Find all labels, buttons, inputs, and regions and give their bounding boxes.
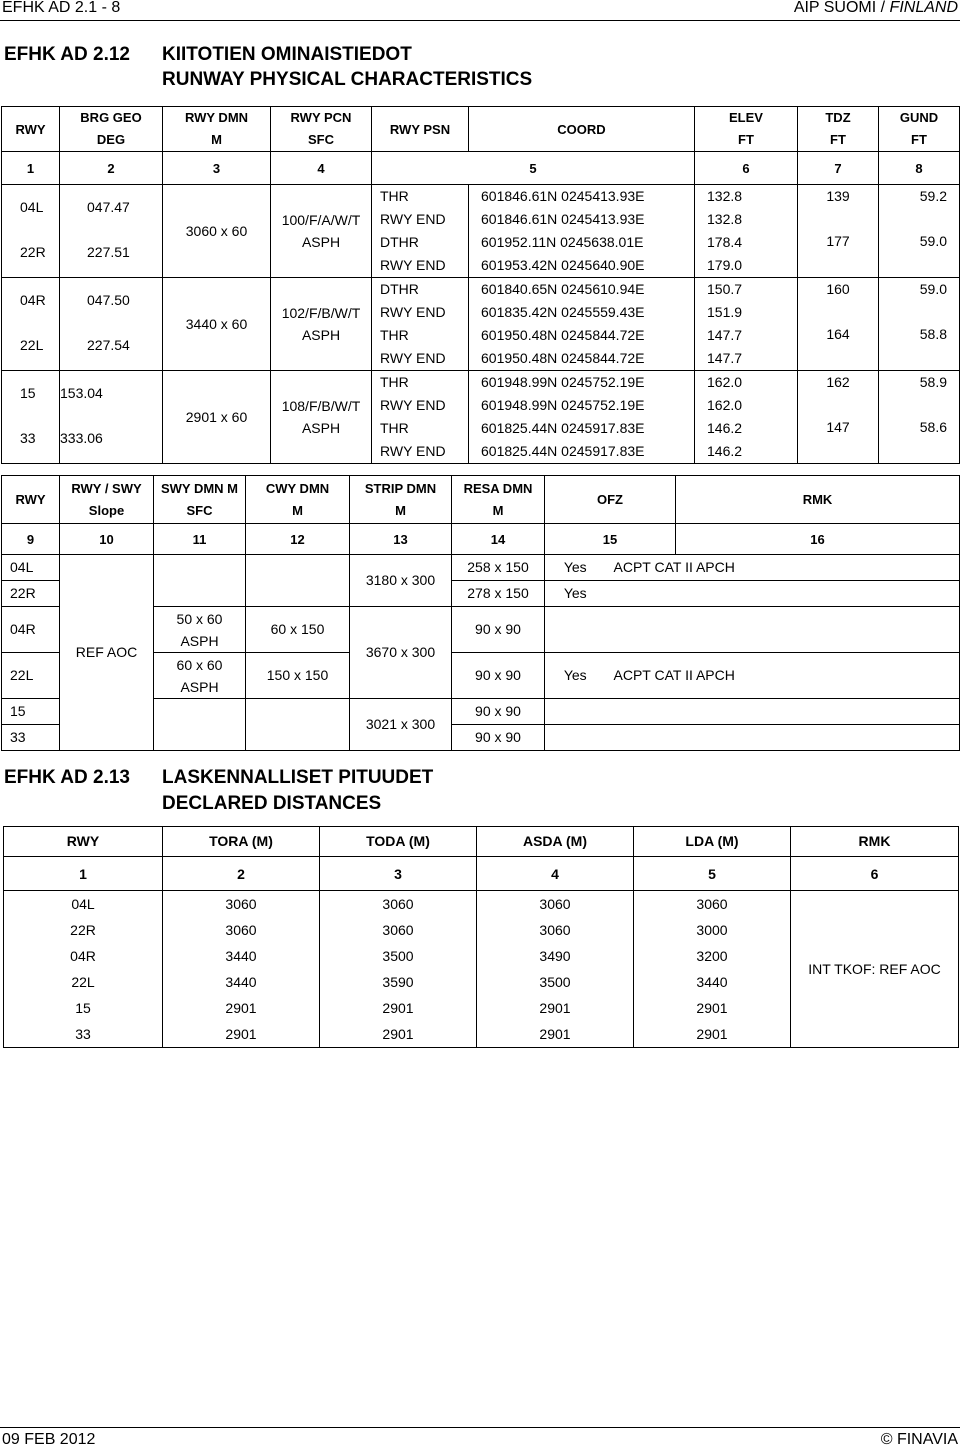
coord-value: 601950.48N 0245844.72E (481, 327, 645, 343)
rwy-designator: 04R (70, 948, 96, 964)
ofz-value: Yes (545, 581, 606, 607)
resa-value: 90 x 90 (452, 607, 545, 653)
swy-dimension: 50 x 60 (176, 610, 223, 627)
toda-value: 2901 (382, 1000, 414, 1016)
col-number: 3 (163, 152, 271, 185)
lda-value: 2901 (696, 1026, 728, 1042)
elev-value: 132.8 (707, 188, 743, 204)
coord-value: 601825.44N 0245917.83E (481, 443, 645, 459)
pcn-value: 102/F/B/W/T (281, 305, 361, 321)
rwy-designator: 22R (20, 244, 46, 260)
rmk-value (606, 699, 960, 725)
rwy-designator: 04L (20, 199, 44, 215)
col-head-asda: ASDA (M) (477, 827, 634, 857)
col-head-dmn-l2: M (211, 132, 222, 147)
tdz-list (798, 185, 878, 275)
lda-value: 3200 (696, 948, 728, 964)
rwy-designator: 04L (71, 896, 95, 912)
toda-col (320, 891, 477, 1048)
tora-col (163, 891, 320, 1048)
col-head-rmk: RMK (791, 827, 959, 857)
tora-value: 2901 (225, 1000, 257, 1016)
page-ref: EFHK AD 2.1 - 8 (2, 0, 121, 16)
elev-value: 146.2 (707, 443, 743, 459)
bearing: 153.04 (60, 385, 103, 401)
lda-value: 2901 (696, 1000, 728, 1016)
swy-value (154, 699, 246, 751)
col-number: 1 (2, 152, 60, 185)
col-head-gund-l1: GUND (899, 110, 939, 125)
asda-value: 2901 (539, 1026, 571, 1042)
runway-group-row (2, 371, 960, 464)
pcn-surface: ASPH (301, 234, 341, 250)
rmk-value: ACPT CAT II APCH (606, 653, 960, 699)
rwy-pcn (271, 371, 372, 464)
cwy-value: 60 x 150 (246, 607, 350, 653)
lda-value: 3000 (696, 922, 728, 938)
col-head-swy-l1: SWY DMN M (160, 480, 239, 496)
col-number: 1 (4, 857, 163, 891)
col-head-strip-l1: STRIP DMN (364, 480, 437, 496)
bearing: 227.54 (87, 337, 130, 353)
tora-value: 3440 (225, 948, 257, 964)
col-number: 8 (879, 152, 960, 185)
rwy-dimension: 3440 x 60 (163, 278, 271, 371)
psn-label: RWY END (380, 257, 446, 273)
rwy-col (4, 891, 163, 1048)
runway-group-row (2, 185, 960, 278)
rwy-designator: 22R (70, 922, 96, 938)
rwy-pcn (271, 278, 372, 371)
section-213-title-en: DECLARED DISTANCES (162, 793, 382, 814)
strip-value: 3180 x 300 (350, 555, 452, 607)
rwy-designator: 22L (20, 337, 44, 353)
coord-value: 601948.99N 0245752.19E (481, 397, 645, 413)
col-head-resa-l1: RESA DMN (463, 480, 533, 496)
col-number: 10 (60, 524, 154, 555)
col-head-tdz-l1: TDZ (825, 110, 851, 125)
rwy-designator: 22R (2, 581, 60, 607)
tora-value: 3060 (225, 896, 257, 912)
rwy-designator: 33 (2, 725, 60, 751)
gund-value: 59.0 (919, 281, 947, 297)
asda-value: 2901 (539, 1000, 571, 1016)
col-head-rwy: RWY (2, 476, 60, 524)
bearing: 047.50 (87, 292, 130, 308)
col-head-strip (350, 476, 452, 524)
rwy-list (20, 185, 59, 275)
col-number: 9 (2, 524, 60, 555)
tdz-value: 162 (826, 374, 850, 390)
psn-label: RWY END (380, 350, 446, 366)
runway-group-row (2, 278, 960, 371)
publication-title (794, 0, 958, 17)
table-row (2, 555, 960, 581)
strip-value: 3670 x 300 (350, 607, 452, 699)
col-number: 15 (545, 524, 676, 555)
col-head-cwy-l2: M (292, 502, 303, 518)
asda-value: 3500 (539, 974, 571, 990)
col-number: 5 (634, 857, 791, 891)
rmk-value: ACPT CAT II APCH (606, 555, 960, 581)
col-number: 6 (695, 152, 798, 185)
col-number: 4 (271, 152, 372, 185)
elev-value: 147.7 (707, 327, 743, 343)
rwy-pcn (271, 185, 372, 278)
resa-value: 278 x 150 (452, 581, 545, 607)
rwy-designator: 22L (71, 974, 95, 990)
coord-value: 601825.44N 0245917.83E (481, 420, 645, 436)
rmk-value (606, 607, 960, 653)
psn-label: THR (380, 327, 409, 343)
gund-value: 58.8 (919, 326, 947, 342)
rwy-designator: 15 (20, 385, 36, 401)
section-212-number: EFHK AD 2.12 (4, 44, 130, 65)
section-213-number: EFHK AD 2.13 (4, 767, 130, 788)
coord-value: 601846.61N 0245413.93E (481, 211, 645, 227)
col-head-rwy: RWY (4, 827, 163, 857)
swy-surface: ASPH (180, 632, 219, 649)
tdz-value: 177 (826, 233, 850, 249)
section-212-title-en: RUNWAY PHYSICAL CHARACTERISTICS (162, 69, 533, 90)
elev-value: 162.0 (707, 374, 743, 390)
psn-label: RWY END (380, 443, 446, 459)
toda-value: 3060 (382, 922, 414, 938)
col-number: 6 (791, 857, 959, 891)
brg-list (60, 371, 162, 461)
col-head-swy (154, 476, 246, 524)
swy-value (154, 653, 246, 699)
asda-value: 3060 (539, 922, 571, 938)
ofz-value: Yes (545, 653, 606, 699)
elev-value: 179.0 (707, 257, 743, 273)
brg-list (87, 278, 162, 368)
toda-value: 3500 (382, 948, 414, 964)
asda-col (477, 891, 634, 1048)
gund-value: 59.2 (919, 188, 947, 204)
col-number: 11 (154, 524, 246, 555)
toda-value: 3060 (382, 896, 414, 912)
rmk-value (606, 581, 960, 607)
toda-value: 2901 (382, 1026, 414, 1042)
col-number: 14 (452, 524, 545, 555)
col-number: 7 (798, 152, 879, 185)
col-number: 5 (372, 152, 695, 185)
asda-value: 3060 (539, 896, 571, 912)
ofz-value (545, 699, 606, 725)
col-head-pcn-l2: SFC (308, 132, 334, 147)
coord-value: 601846.61N 0245413.93E (481, 188, 645, 204)
rwy-designator: 22L (2, 653, 60, 699)
toda-value: 3590 (382, 974, 414, 990)
footer-publisher: © FINAVIA (880, 1431, 958, 1448)
col-head-brg-l2: DEG (96, 132, 126, 147)
gund-value: 59.0 (919, 233, 947, 249)
swy-value (154, 607, 246, 653)
elev-value: 146.2 (707, 420, 743, 436)
col-head-tdz-l2: FT (830, 132, 846, 147)
section-213-title-fi: LASKENNALLISET PITUUDET (162, 767, 434, 788)
cwy-value (246, 699, 350, 751)
rwy-designator: 15 (75, 1000, 91, 1016)
col-number: 12 (246, 524, 350, 555)
elev-value: 178.4 (707, 234, 743, 250)
col-head-gund (879, 107, 960, 152)
coord-value: 601952.11N 0245638.01E (481, 234, 644, 250)
rwy-dimension: 3060 x 60 (163, 185, 271, 278)
tdz-list (798, 371, 878, 461)
elev-value: 150.7 (707, 281, 743, 297)
pcn-surface: ASPH (301, 420, 341, 436)
rwy-designator: 04L (2, 555, 60, 581)
pcn-value: 100/F/A/W/T (281, 212, 361, 228)
swy-value (154, 555, 246, 607)
pcn-surface: ASPH (301, 327, 341, 343)
pcn-value: 108/F/B/W/T (281, 398, 361, 414)
tdz-value: 147 (826, 419, 850, 435)
elev-value: 162.0 (707, 397, 743, 413)
gund-value: 58.9 (919, 374, 947, 390)
gund-list (879, 278, 959, 368)
psn-label: THR (380, 188, 409, 204)
footer-date: 09 FEB 2012 (2, 1431, 96, 1448)
tdz-list (798, 278, 878, 368)
tora-value: 3060 (225, 922, 257, 938)
coord-value: 601953.42N 0245640.90E (481, 257, 645, 273)
col-number: 4 (477, 857, 634, 891)
rwy-designator: 15 (2, 699, 60, 725)
col-number: 2 (60, 152, 163, 185)
psn-label: THR (380, 374, 409, 390)
cwy-value: 150 x 150 (246, 653, 350, 699)
col-number: 13 (350, 524, 452, 555)
col-head-brg-l1: BRG GEO (80, 110, 142, 125)
rmk-value (606, 725, 960, 751)
psn-label: RWY END (380, 397, 446, 413)
col-head-gund-l2: FT (911, 132, 927, 147)
slope-value: REF AOC (60, 555, 154, 751)
tdz-value: 139 (826, 188, 850, 204)
resa-value: 258 x 150 (452, 555, 545, 581)
col-head-rwy: RWY (2, 107, 60, 152)
rwy-dimension: 2901 x 60 (163, 371, 271, 464)
col-head-lda: LDA (M) (634, 827, 791, 857)
psn-label: THR (380, 420, 409, 436)
col-head-swy-l2: SFC (186, 502, 213, 518)
rwy-list (20, 278, 59, 368)
rwy-designator: 33 (75, 1026, 91, 1042)
rwy-designator: 04R (2, 607, 60, 653)
col-head-dmn-l1: RWY DMN (184, 110, 249, 125)
col-head-ofz: OFZ (545, 476, 676, 524)
rwy-list (20, 371, 59, 461)
swy-surface: ASPH (180, 678, 219, 695)
psn-label: RWY END (380, 211, 446, 227)
col-head-cwy (246, 476, 350, 524)
col-head-slope (60, 476, 154, 524)
table-body (4, 891, 959, 1048)
footer-rule (0, 1427, 960, 1428)
header-rule (0, 20, 960, 21)
col-head-cwy-l1: CWY DMN (265, 480, 330, 496)
col-head-brg (60, 107, 163, 152)
psn-label: RWY END (380, 304, 446, 320)
tora-value: 2901 (225, 1026, 257, 1042)
col-head-resa-l2: M (492, 502, 504, 518)
lda-value: 3440 (696, 974, 728, 990)
resa-value: 90 x 90 (452, 725, 545, 751)
lda-value: 3060 (696, 896, 728, 912)
bearing: 227.51 (87, 244, 130, 260)
tora-value: 3440 (225, 974, 257, 990)
coord-value: 601948.99N 0245752.19E (481, 374, 645, 390)
col-head-strip-l2: M (395, 502, 406, 518)
tdz-value: 164 (826, 326, 850, 342)
col-head-slope-l2: Slope (88, 502, 125, 518)
resa-value: 90 x 90 (452, 699, 545, 725)
gund-value: 58.6 (919, 419, 947, 435)
col-head-elev (695, 107, 798, 152)
coord-value: 601950.48N 0245844.72E (481, 350, 645, 366)
col-number: 3 (320, 857, 477, 891)
resa-value: 90 x 90 (452, 653, 545, 699)
col-head-resa (452, 476, 545, 524)
elev-value: 151.9 (707, 304, 743, 320)
runway-dimensions-table (1, 475, 960, 751)
col-number: 16 (676, 524, 960, 555)
declared-distances-table (3, 826, 959, 1048)
ofz-value (545, 607, 606, 653)
col-head-psn: RWY PSN (372, 107, 469, 152)
elev-value: 147.7 (707, 350, 743, 366)
coord-value: 601835.42N 0245559.43E (481, 304, 645, 320)
coord-value: 601840.65N 0245610.94E (481, 281, 645, 297)
ofz-value: Yes (545, 555, 606, 581)
col-head-tdz (798, 107, 879, 152)
section-212-title-fi: KIITOTIEN OMINAISTIEDOT (162, 44, 412, 65)
col-head-coord: COORD (469, 107, 695, 152)
col-head-toda: TODA (M) (320, 827, 477, 857)
col-head-dmn (163, 107, 271, 152)
col-head-pcn-l1: RWY PCN (290, 110, 352, 125)
ofz-value (545, 725, 606, 751)
gund-list (879, 371, 959, 461)
psn-label: DTHR (380, 234, 419, 250)
col-number: 2 (163, 857, 320, 891)
col-head-rmk: RMK (676, 476, 960, 524)
publication-title-country: FINLAND (889, 0, 958, 16)
brg-list (87, 185, 162, 275)
col-head-elev-l2: FT (738, 132, 754, 147)
swy-dimension: 60 x 60 (176, 656, 223, 673)
col-head-elev-l1: ELEV (729, 110, 763, 125)
col-head-tora: TORA (M) (163, 827, 320, 857)
lda-col (634, 891, 791, 1048)
rwy-designator: 04R (20, 292, 46, 308)
rmk-value: INT TKOF: REF AOC (791, 891, 959, 1048)
cwy-value (246, 555, 350, 607)
rwy-designator: 33 (20, 430, 36, 446)
elev-value: 132.8 (707, 211, 743, 227)
strip-value: 3021 x 300 (350, 699, 452, 751)
asda-value: 3490 (539, 948, 571, 964)
gund-list (879, 185, 959, 275)
bearing: 047.47 (87, 199, 130, 215)
tdz-value: 160 (826, 281, 850, 297)
publication-title-main: AIP SUOMI / (793, 0, 890, 16)
bearing: 333.06 (60, 430, 103, 446)
psn-label: DTHR (380, 281, 419, 297)
col-head-slope-l1: RWY / SWY (71, 480, 142, 496)
col-head-pcn (271, 107, 372, 152)
runway-characteristics-table (1, 106, 960, 464)
